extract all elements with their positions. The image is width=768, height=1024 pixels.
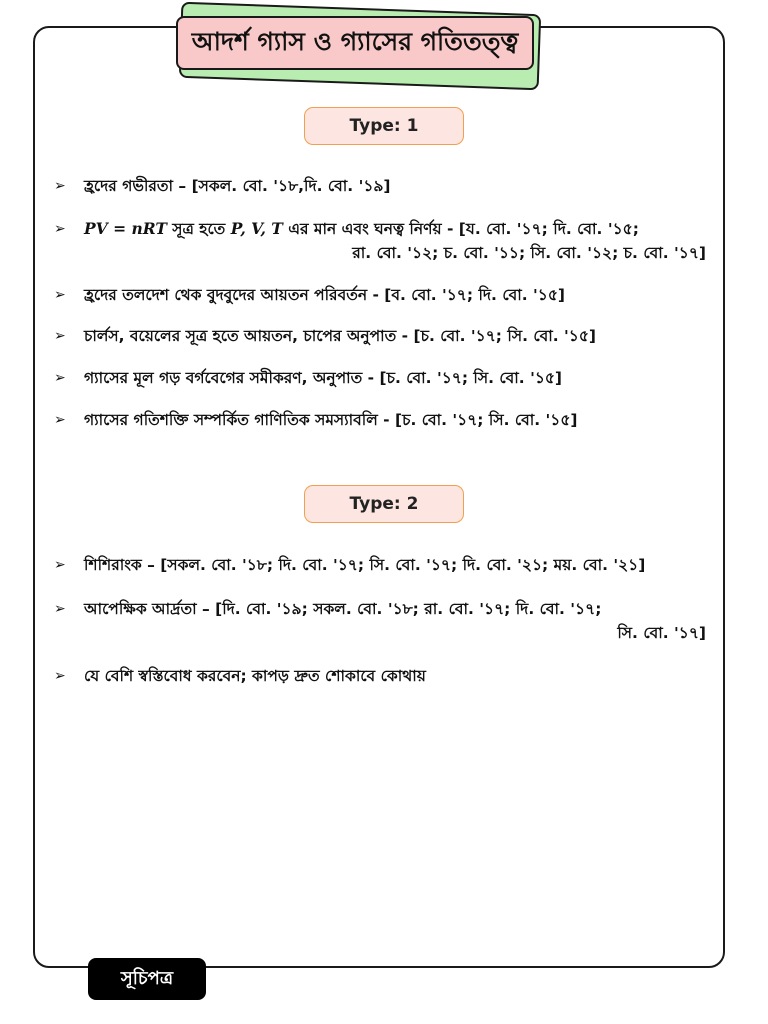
formula-variables: P, V, T [230, 219, 283, 238]
bullet-arrow-icon: ➢ [54, 370, 66, 386]
bullet-arrow-icon: ➢ [54, 328, 66, 344]
page-title: আদর্শ গ্যাস ও গ্যাসের গতিতত্ত্ব [176, 16, 534, 70]
list-item: ➢ PV = nRT সূত্র হতে P, V, T এর মান এবং ঘনত্ব নির্ণয় - [য. বো. '১৭; দি. বো. '১৫; রা. বো. '১২; চ. বো. '১১; সি. বো. '১২; চ. বো. '১৭] [54, 217, 724, 265]
list-item: ➢ চার্লস, বয়েলের সূত্র হতে আয়তন, চাপের অনুপাত - [চ. বো. '১৭; সি. বো. '১৫] [54, 324, 724, 348]
list-item: ➢ আপেক্ষিক আর্দ্রতা – [দি. বো. '১৯; সকল. বো. '১৮; রা. বো. '১৭; দি. বো. '১৭; সি. বো. '১৭] [54, 597, 724, 645]
bullet-arrow-icon: ➢ [54, 601, 66, 617]
ideal-gas-formula: PV = nRT [84, 219, 167, 238]
list-item: ➢ যে বেশি স্বস্তিবোধ করবেন; কাপড় দ্রুত শোকাবে কোথায় [54, 664, 724, 688]
list-item: ➢ শিশিরাংক – [সকল. বো. '১৮; দি. বো. '১৭; সি. বো. '১৭; দি. বো. '২১; ময়. বো. '২১] [54, 553, 724, 577]
bullet-arrow-icon: ➢ [54, 178, 66, 194]
bullet-arrow-icon: ➢ [54, 287, 66, 303]
bullet-arrow-icon: ➢ [54, 412, 66, 428]
type-2-badge: Type: 2 [304, 485, 464, 523]
bullet-arrow-icon: ➢ [54, 557, 66, 573]
list-item: ➢ হ্রদের গভীরতা – [সকল. বো. '১৮,দি. বো. '১৯] [54, 174, 724, 198]
bullet-arrow-icon: ➢ [54, 221, 66, 237]
table-of-contents-tab[interactable]: সূচিপত্র [88, 958, 206, 1000]
type-1-badge: Type: 1 [304, 107, 464, 145]
list-item: ➢ হ্রদের তলদেশ থেক বুদবুদের আয়তন পরিবর্তন - [ব. বো. '১৭; দি. বো. '১৫] [54, 283, 724, 307]
list-item: ➢ গ্যাসের গতিশক্তি সম্পর্কিত গাণিতিক সমস্যাবলি - [চ. বো. '১৭; সি. বো. '১৫] [54, 408, 724, 432]
bullet-arrow-icon: ➢ [54, 668, 66, 684]
list-item: ➢ গ্যাসের মূল গড় বর্গবেগের সমীকরণ, অনুপাত - [চ. বো. '১৭; সি. বো. '১৫] [54, 366, 724, 390]
